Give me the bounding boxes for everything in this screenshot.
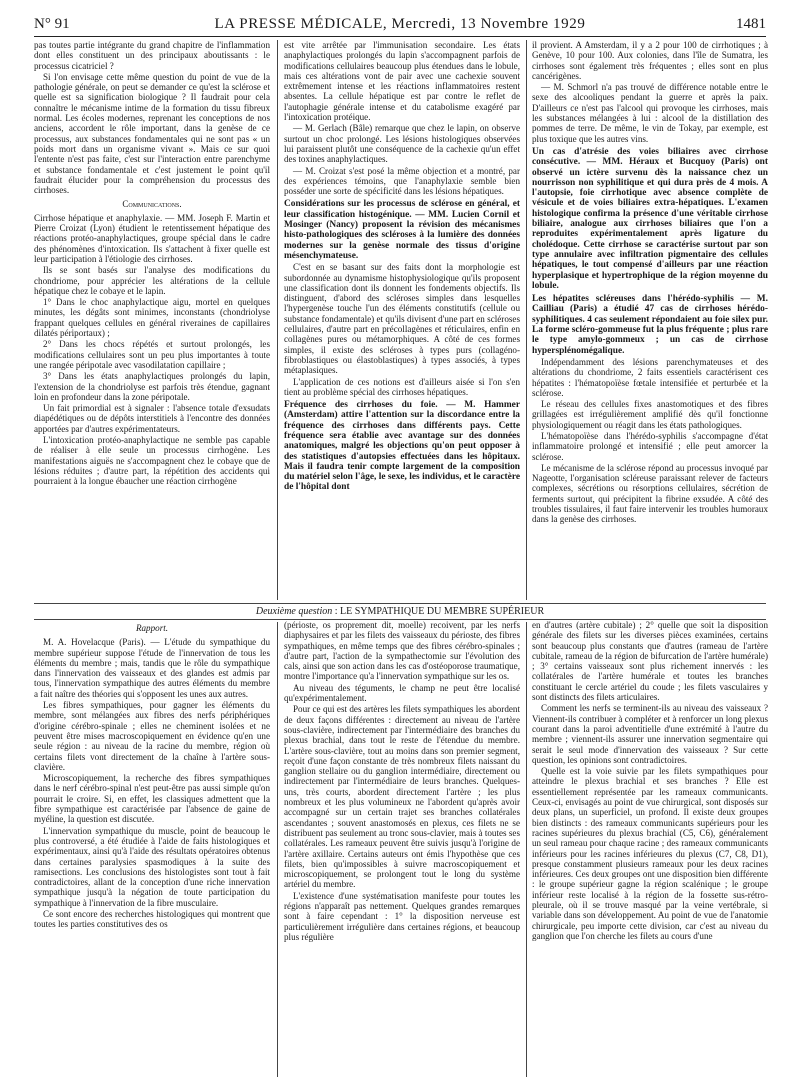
paragraph: Si l'on envisage cette même question du point de vue de la pathologie générale, on peut se demander ce qu'est la sclérose et quelle est sa signification biologique ? Il faudrait pour cela connaître le mécanisme intime de la formation du tissu fibreux normal. Les écoles modernes, reprenant les conceptions de nos anciens, accordent le rôle important, dans la genèse de ce processus, aux substances fondamentales qui ne sont pas « un poids mort dans un organisme vivant ». Mais ce sur quoi l'entente n'est pas faite, c'est sur l'interaction entre parenchyme et substance fondamentale et c'est justement le point qu'il faudrait élucider pour la compréhension du processus des cirrhoses. bbox=[34, 71, 270, 196]
top-column-1 bbox=[34, 40, 270, 615]
column-divider bbox=[277, 622, 278, 1077]
paragraph: Au niveau des téguments, le champ ne peut être localisé qu'expérimentalement. bbox=[284, 682, 520, 704]
paragraph: L'hématopoïèse dans l'hérédo-syphilis s'accompagne d'état inflammatoire prolongé et intensifié ; elle peut amorcer la sclérose. bbox=[532, 430, 768, 462]
paragraph: 1° Dans le choc anaphylactique aigu, mortel en quelques minutes, les dégâts sont minimes, inconstants (chondriolyse frappant quelques cellules en général riveraines de capillaires dilatés périportaux) ; bbox=[34, 297, 270, 339]
paragraph: Pour ce qui est des artères les filets sympathiques les abordent de deux façons différentes : directement au niveau de l'artère sous-clavière, indirectement par l'intermédiaire des branches du plexus brachial, dans tout le reste de l'étendue du membre. L'artère sous-clavière, tout au moins dans son premier segment, reçoit d'une façon constante de très nombreux filets naissant du ganglion stellaire ou du ganglion intermédiaire, directement ou indirectement par l'intermédiaire de leurs branches. Quelques-uns, très courts, abordent directement l'artère ; les plus nombreux et les plus volumineux ne l'abordent qu'après avoir accompagné sur un certain trajet ses branches collatérales ascendantes ; souvent anastomosés en plexus, ces filets ne se distribuent pas seulement au tronc sous-clavier, mais à toutes ses collatérales. Les rameaux peuvent être suivis jusqu'à l'origine de l'artère axillaire. Certains auteurs ont émis l'hypothèse que ces filets, bien qu'impossibles à suivre macroscopiquement et microscopiquement, se prolongent tout le long du système artériel du membre. bbox=[284, 704, 520, 890]
paragraph: Le mécanisme de la sclérose répond au processus invoqué par Nageotte, l'organisation scléreuse paraissant relever de facteurs complexes, sécrétions ou résorptions cellulaires, sécrétion de ferments surtout, qui précipitent la fibrine exsudée. A côté des troubles tissulaires, il faut faire intervenir les troubles humoraux dans la genèse des cirrhoses. bbox=[532, 462, 768, 525]
report-title: Rapport. bbox=[135, 623, 169, 633]
article-heading: Considérations sur les processus de sclérose en général, et leur classification histogénique. — MM. Lucien Cornil et Mosinger (Nancy) proposent la révision des mécanismes histo-pathologiques des scléroses à la lumière des données modernes sur la genèse normale des tissus d'origine mésenchymateuse. bbox=[284, 199, 520, 261]
paragraph: Microscopiquement, la recherche des fibres sympathiques dans le nerf cérébro-spinal n'est peut-être pas aussi simple qu'on pourrait le croire. Si, en effet, les classiques admettent que la fibre sympathique est caractérisée par l'absence de gaine de myéline, la question est discutée. bbox=[34, 773, 270, 825]
paragraph: Le réseau des cellules fixes anastomotiques et des fibres grillagées est irrégulièrement amplifié dès qu'il fonctionne physiologiquement ou réagit dans les états pathologiques. bbox=[532, 399, 768, 430]
top-column-2 bbox=[284, 40, 520, 615]
paragraph: est vite arrêtée par l'immunisation secondaire. Les états anaphylactiques prolongés du lapin s'accompagnent parfois de modifications cellulaires beaucoup plus étendues dans le lobule, mais ces altérations vont de pair avec une cachexie souvent extrêmement intense et les réactions inflammatoires restent absentes. La cellule hépatique est par contre le reflet de l'autophagie générale intense et du catabolisme exagéré par l'intoxication protéique. bbox=[284, 40, 520, 123]
paragraph: Les fibres sympathiques, pour gagner les éléments du membre, sont mélangées aux fibres des nerfs périphériques d'origine cérébro-spinale ; elles ne cheminent isolées et ne peuvent être mises macroscopiquement en évidence qu'en une seule région : au niveau de la racine du membre, région où certains filets vont directement de la chaîne à l'artère sous-clavière. bbox=[34, 700, 270, 772]
column-divider bbox=[277, 40, 278, 600]
paragraph: L'existence d'une systématisation manifeste pour toutes les régions n'apparaît pas nettement. Quelques grandes remarques sont à faire cependant : 1° la disposition nerveuse est particulièrement irrégulière dans certaines régions, et beaucoup plus régulière bbox=[284, 890, 520, 942]
subsection-title: Communications. bbox=[122, 199, 182, 210]
paragraph: Indépendamment des lésions parenchymateuses et des altérations du chondriome, 2 faits essentiels caractérisent ces hépatites : l'hématopoïèse fœtale intensifiée et perturbée et la sclérose. bbox=[532, 356, 768, 398]
column-divider bbox=[526, 40, 527, 600]
paragraph: Ce sont encore des recherches histologiques qui montrent que toutes les parties constitutives des os bbox=[34, 909, 270, 930]
section-heading bbox=[34, 603, 766, 620]
article-heading: Fréquence des cirrhoses du foie. — M. Hammer (Amsterdam) attire l'attention sur la discordance entre la fréquence des cirrhoses dans différents pays. Cette fréquence sera établie avec avantage sur des données anatomiques, malgré les objections qu'on peut opposer à des statistiques d'autopsies effectuées dans les hôpitaux. Mais il faudra tenir compte largement de la composition du matériel selon l'âge, le sexe, les individus, et le caractère de l'hôpital dont bbox=[284, 400, 520, 493]
paragraph: M. A. Hovelacque (Paris). — L'étude du sympathique du membre supérieur suppose l'étude de l'innervation de tous les éléments du membre ; mais, tandis que le rôle du sympathique dans l'innervation des vaisseaux et des glandes est admis par tous, l'innervation sympathique des autres éléments du membre a fait naître des théories qui s'opposent les unes aux autres. bbox=[34, 637, 270, 699]
paragraph: Cirrhose hépatique et anaphylaxie. — MM. Joseph F. Martin et Pierre Croizat (Lyon) étudient le retentissement hépatique des réactions protéo-anaphylactiques, groupe spécial dans le cadre des phénomènes d'intoxication. Ils s'attachent à fixer quelle est leur participation à l'étiologie des cirrhoses. bbox=[34, 212, 270, 264]
paragraph: Un fait primordial est à signaler : l'absence totale d'exsudats diapédétiques ou de dépôts interstitiels à l'encontre des données apportées par d'autres expérimentateurs. bbox=[34, 403, 270, 434]
paragraph: il provient. A Amsterdam, il y a 2 pour 100 de cirrhotiques ; à Genève, 10 pour 100. Aux colonies, dans l'île de Sumatra, les cirrhoses sont également très fréquentes ; elles sont en plus cancérigènes. bbox=[532, 40, 768, 81]
section-heading-italic: Deuxième question bbox=[255, 606, 333, 617]
page-number: 1481 bbox=[736, 16, 766, 32]
paragraph: 2° Dans les chocs répétés et surtout prolongés, les modifications cellulaires sont un peu plus importantes à toute une rangée péripotale avec vasodilatation capillaire ; bbox=[34, 339, 270, 370]
bottom-column-3 bbox=[532, 620, 768, 1075]
paragraph: Comment les nerfs se terminent-ils au niveau des vaisseaux ? Viennent-ils contribuer à compléter et à renforcer un long plexus courant dans la paroi adventitielle d'une extrémité à l'autre du membre ; viennent-ils assurer une innervation segmentaire qui serait le seul mode d'innervation des vaisseaux ? Sur cette question, les opinions sont contradictoires. bbox=[532, 703, 768, 765]
section-heading-text: : LE SYMPATHIQUE DU MEMBRE SUPÉRIEUR bbox=[332, 606, 545, 617]
article-heading: Un cas d'atrésie des voies biliaires avec cirrhose consécutive. — MM. Héraux et Bucquoy (Paris) ont observé un ictère survenu dès la naissance chez un nourrisson non syphilitique et qui dura près de 4 mois. A l'autopsie, foie cirrhotique avec absence complète de vésicule et de voies biliaires extra-hépatiques. L'examen histologique confirma la présence d'une véritable cirrhose biliaire, analogue aux cirrhoses biliaires que l'on a reproduites expérimentalement après ligature du cholédoque. Cette cirrhose se caractérise surtout par son type annulaire avec infiltration pigmentaire des cellules hépatiques, le tout compensé d'ailleurs par une réaction hyperplasique et hypertrophique de la région moyenne du lobule. bbox=[532, 146, 768, 291]
bottom-column-1 bbox=[34, 620, 270, 1075]
paragraph: Quelle est la voie suivie par les filets sympathiques pour atteindre le plexus brachial et ses branches ? Elle est essentiellement représentée par les rameaux communicants. Ceux-ci, envisagés au point de vue chirurgical, sont disposés sur deux plans, un superficiel, un profond. Il existe deux groupes bien distincts : des rameaux communicants supérieurs pour les racines supérieures du plexus brachial (C5, C6), généralement un seul rameau pour chaque racine ; des rameaux communicants inférieurs pour les racines inférieures du plexus (C7, C8, D1), presque constamment plusieurs rameaux pour les deux racines inférieures. Ces deux groupes ont une disposition bien différente : le groupe supérieur gagne la région scalénique ; le groupe inférieur reste localisé à la région de la fossette sus-rétro-pleurale, où il se trouve masqué par la veine vertébrale, si variable dans son développement. Au point de vue de l'anatomie chirurgicale, peu importe cette division, car c'est au niveau du ganglion que l'on cherche les filets au cours d'une bbox=[532, 766, 768, 941]
paragraph: en d'autres (artère cubitale) ; 2° quelle que soit la disposition générale des filets sur les diverses pièces examinées, certains sont beaucoup plus constants que d'autres (rameau de l'artère cubitale, rameau de la région de bifurcation de l'artère humérale) ; 3° certains vaisseaux sont plus richement innervés : les collatérales de l'artère humérale et toutes les branches constituant le cercle artériel du coude ; les filets vasculaires y sont distincts des filets articulaires. bbox=[532, 620, 768, 703]
journal-title: LA PRESSE MÉDICALE, Mercredi, 13 Novembre 1929 bbox=[214, 16, 586, 32]
paragraph: 3° Dans les états anaphylactiques prolongés du lapin, l'extension de la chondriolyse est parfois très étendue, gagnant loin en profondeur dans la zone péripotale. bbox=[34, 371, 270, 402]
paragraph: pas toutes partie intégrante du grand chapitre de l'inflammation dont elles constituent un des principaux aboutissants : le processus cicatriciel ? bbox=[34, 40, 270, 71]
article-heading: Les hépatites scléreuses dans l'hérédo-syphilis — M. Cailliau (Paris) a étudié 47 cas de cirrhoses hérédo-syphilitiques. 4 cas seulement répondaient au foie silex pur. La forme scléro-gommeuse fut la plus fréquente ; plus rare le type amylo-gommeux ; un cas de cirrhose hypersplénomégalique. bbox=[532, 294, 768, 356]
column-divider bbox=[526, 622, 527, 1077]
paragraph: L'intoxication protéo-anaphylactique ne semble pas capable de réaliser à elle seule un processus cirrhogène. Les manifestations aiguës ne s'accompagnent chez le cobaye que de lésions réduites ; d'autre part, la répétition des accidents qui pourraient à la longue ébaucher une réaction cirrhogène bbox=[34, 434, 270, 487]
top-column-3 bbox=[532, 40, 768, 615]
paragraph: C'est en se basant sur des faits dont la morphologie est subordonnée au dynamisme histophysiologique qu'ils proposent une classification dont ils donnent les fondements objectifs. Ils distinguent, d'abord des scléroses simples dans lesquelles l'hypergenèse touche l'un des éléments constitutifs (cellule ou substance fondamentale) et qu'ils divisent d'une part en scléroses cellulaires, d'autre part en précollagènes et réticulaires, enfin en collagènes pures ou métamorphiques. A côté de ces formes simples, il existe des scléroses à types purs (collagéno-fibroblastiques ou élastoblastiques) à types associés, à types métaplasiques. bbox=[284, 262, 520, 376]
paragraph: Ils se sont basés sur l'analyse des modifications du chondriome, pour apprécier les altérations de la cellule hépatique chez le cobaye et le lapin. bbox=[34, 265, 270, 296]
paragraph: — M. Schmorl n'a pas trouvé de différence notable entre le sexe des alcooliques pendant la guerre et après la paix. D'ailleurs ce n'est pas l'alcool qui provoque les cirrhoses, mais les substances mélangées à lui : alcool de la distillation des pommes de terre. De même, le vin de Tokay, par exemple, est plus toxique que les autres vins. bbox=[532, 82, 768, 144]
paragraph: — M. Gerlach (Bâle) remarque que chez le lapin, on observe surtout un choc prolongé. Les lésions histologiques observées lui paraissent plutôt une conséquence de la cachexie qu'un effet des toxines anaphylactiques. bbox=[284, 123, 520, 165]
bottom-column-2 bbox=[284, 620, 520, 1075]
paragraph: — M. Croizat s'est posé la même objection et a montré, par des expériences témoins, que l'anaphylaxie semble bien posséder une sorte de spécificité dans les lésions hépatiques. bbox=[284, 165, 520, 197]
page-header bbox=[34, 14, 766, 37]
paragraph: L'innervation sympathique du muscle, point de beaucoup le plus controversé, a été étudiée à l'aide de faits histologiques et expérimentaux, ainsi qu'à l'aide des résultats opératoires obtenus dans certaines paralysies spasmodiques à la suite des ramisections. Les conclusions des histologistes sont tout à fait contradictoires, allant de la conception d'une riche innervation sympathique jusqu'à la négation de toute participation du sympathique à l'innervation de la fibre musculaire. bbox=[34, 825, 270, 908]
issue-number: N° 91 bbox=[34, 16, 70, 32]
paragraph: (périoste, os proprement dit, moelle) recoivent, par les nerfs diaphysaires et par les filets des vaisseaux du périoste, des fibres sympathiques, en même temps que des fibres cérébro-spinales ; d'autre part, l'action de la sympathectomie sur l'évolution des cals, ainsi que son action dans les cas d'ostéoporose traumatique, montre l'importance qu'a l'innervation sympathique sur les os. bbox=[284, 620, 520, 682]
paragraph: L'application de ces notions est d'ailleurs aisée si l'on s'en tient au problème spécial des cirrhoses hépatiques. bbox=[284, 376, 520, 397]
